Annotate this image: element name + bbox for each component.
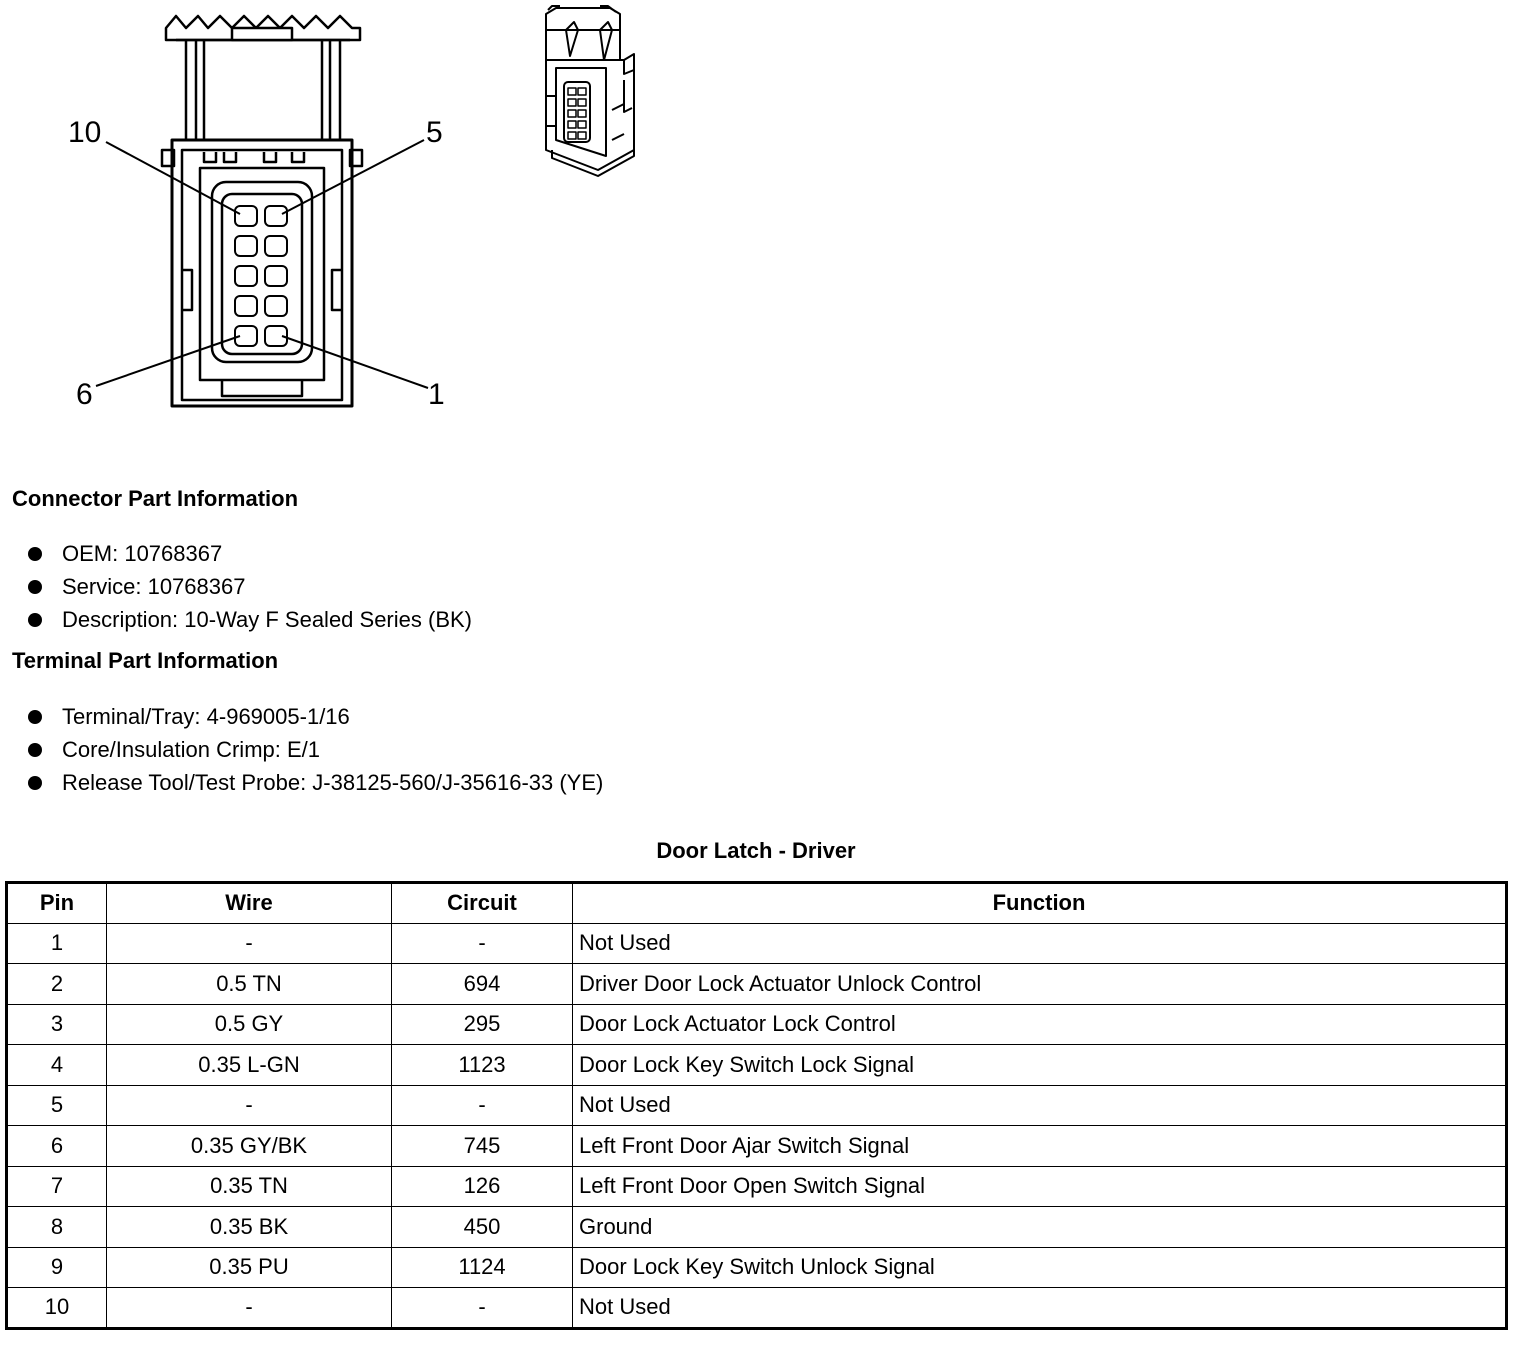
list-item-text: Terminal/Tray: 4-969005-1/16 [62, 703, 350, 729]
column-header-pin: Pin [7, 883, 107, 924]
list-item-text: Core/Insulation Crimp: E/1 [62, 736, 320, 762]
table-row [7, 1126, 1507, 1167]
cell-pin: 3 [7, 1004, 107, 1045]
list-item [28, 766, 603, 799]
cell-wire: 0.35 GY/BK [107, 1126, 392, 1167]
bullet-icon [28, 776, 42, 790]
cell-wire: - [107, 1085, 392, 1126]
cell-wire: 0.35 TN [107, 1166, 392, 1207]
cell-pin: 2 [7, 964, 107, 1005]
cell-pin: 7 [7, 1166, 107, 1207]
bullet-icon [28, 710, 42, 724]
table-row [7, 1207, 1507, 1248]
cell-pin: 1 [7, 923, 107, 964]
column-header-wire: Wire [107, 883, 392, 924]
cell-wire: - [107, 923, 392, 964]
list-item-text: OEM: 10768367 [62, 540, 223, 566]
cell-function: Not Used [573, 1085, 1507, 1126]
connector-isometric-view [546, 6, 634, 176]
cell-pin: 4 [7, 1045, 107, 1086]
column-header-circuit: Circuit [392, 883, 573, 924]
table-row [7, 1288, 1507, 1329]
bullet-icon [28, 580, 42, 594]
connector-diagram [0, 0, 700, 440]
cell-wire: 0.5 GY [107, 1004, 392, 1045]
connector-part-information-heading: Connector Part Information [12, 486, 299, 511]
table-row [7, 1004, 1507, 1045]
bullet-icon [28, 743, 42, 757]
cell-circuit: 126 [392, 1166, 573, 1207]
cell-wire: 0.35 PU [107, 1247, 392, 1288]
table-header-row [7, 883, 1507, 924]
terminal-part-information-heading: Terminal Part Information [12, 648, 279, 673]
cell-function: Driver Door Lock Actuator Unlock Control [573, 964, 1507, 1005]
list-item-text: Release Tool/Test Probe: J-38125-560/J-35616-33 (YE) [62, 769, 604, 795]
table-row [7, 923, 1507, 964]
cell-pin: 8 [7, 1207, 107, 1248]
bullet-icon [28, 547, 42, 561]
cell-pin: 9 [7, 1247, 107, 1288]
pin-label-top-right: 5 [426, 116, 443, 149]
cell-function: Door Lock Actuator Lock Control [573, 1004, 1507, 1045]
cell-circuit: - [392, 923, 573, 964]
list-item-text: Service: 10768367 [62, 573, 246, 599]
cell-function: Door Lock Key Switch Unlock Signal [573, 1247, 1507, 1288]
terminal-part-information-list [28, 700, 603, 799]
cell-circuit: 295 [392, 1004, 573, 1045]
table-row [7, 1045, 1507, 1086]
column-header-function: Function [573, 883, 1507, 924]
pin-label-bottom-right: 1 [428, 378, 445, 411]
cell-pin: 10 [7, 1288, 107, 1329]
cell-function: Left Front Door Ajar Switch Signal [573, 1126, 1507, 1167]
table-title: Door Latch - Driver [656, 838, 856, 863]
table-row [7, 1085, 1507, 1126]
table-row [7, 1247, 1507, 1288]
cell-circuit: 1123 [392, 1045, 573, 1086]
list-item [28, 537, 472, 570]
list-item [28, 570, 472, 603]
cell-circuit: 745 [392, 1126, 573, 1167]
connector-face-view [96, 16, 428, 406]
table-row [7, 1166, 1507, 1207]
cell-circuit: - [392, 1288, 573, 1329]
cell-function: Left Front Door Open Switch Signal [573, 1166, 1507, 1207]
pin-label-top-left: 10 [68, 116, 102, 149]
list-item-text: Description: 10-Way F Sealed Series (BK) [62, 606, 472, 632]
cell-wire: 0.35 L-GN [107, 1045, 392, 1086]
connector-part-information-list [28, 537, 472, 636]
pin-table [5, 881, 1508, 1330]
list-item [28, 603, 472, 636]
table-row [7, 964, 1507, 1005]
pin-label-bottom-left: 6 [76, 378, 93, 411]
cell-wire: 0.5 TN [107, 964, 392, 1005]
list-item [28, 733, 603, 766]
cell-function: Ground [573, 1207, 1507, 1248]
cell-circuit: 450 [392, 1207, 573, 1248]
cell-wire: - [107, 1288, 392, 1329]
cell-circuit: - [392, 1085, 573, 1126]
table-body [7, 923, 1507, 1328]
cell-circuit: 1124 [392, 1247, 573, 1288]
cell-function: Not Used [573, 923, 1507, 964]
list-item [28, 700, 603, 733]
terminal-cavities [235, 206, 287, 346]
bullet-icon [28, 613, 42, 627]
cell-pin: 6 [7, 1126, 107, 1167]
cell-function: Not Used [573, 1288, 1507, 1329]
cell-circuit: 694 [392, 964, 573, 1005]
cell-function: Door Lock Key Switch Lock Signal [573, 1045, 1507, 1086]
cell-wire: 0.35 BK [107, 1207, 392, 1248]
cell-pin: 5 [7, 1085, 107, 1126]
